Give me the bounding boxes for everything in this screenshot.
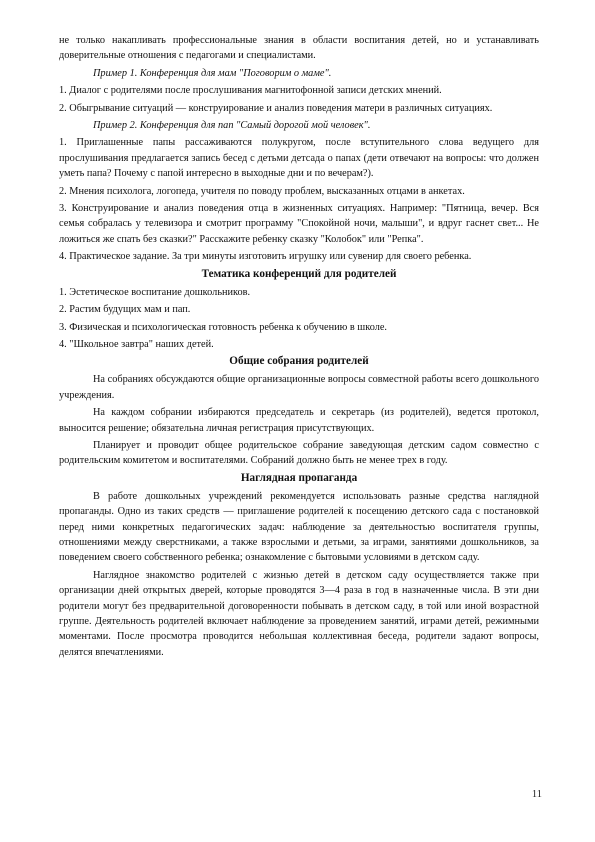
meetings-heading: Общие собрания родителей (229, 355, 369, 368)
example-2-item-1: 1. Приглашенные папы рассаживаются полукругом, после вступительного слова ведущего для прослушивания предлагается запись бесед с детьми детсада о папах (дети отвечают на вопросы: что должен уметь папа? Почему с папой интересно в выходные дни и по вечерам?). (59, 137, 539, 180)
page-number: 11 (531, 789, 542, 800)
topic-item-3: 3. Физическая и психологическая готовность ребенка к обучению в школе. (59, 321, 387, 333)
example-2-item-4: 4. Практическое задание. За три минуты изготовить игрушку или сувенир для своего ребенка. (59, 251, 472, 263)
example-1-item-2: 2. Обыгрывание ситуаций — конструирование и анализ поведения матери в различных ситуациях. (59, 102, 493, 114)
example-2-item-3: 3. Конструирование и анализ поведения отца в жизненных ситуациях. Например: "Пятница, вечер. Вся семья собралась у телевизора и смотрит программу "Спокойной ночи, малыши", и вдруг гаснет свет... Не ложиться же спать без сказки?" Расскажите ребенку сказку "Колобок" или "Репка". (59, 203, 539, 245)
propaganda-paragraph-2: Наглядное знакомство родителей с жизнью детей в детском саду осуществляется также при организации дней открытых дверей, которые проводятся 3—4 раза в год в назначенные числа. В эти дни родители могут без предварительной договоренности побывать в детском саду, в той или иной возрастной группе. Деятельность родителей включает наблюдение за проведением занятий, играми детей, режимными моментами. После просмотра проводится небольшая коллективная беседа, родители задают вопросы, делятся впечатлениями. (59, 569, 539, 658)
example-2-title: Пример 2. Конференция для пап "Самый дорогой мой человек". (93, 120, 371, 132)
example-1-title: Пример 1. Конференция для мам "Поговорим о маме". (93, 67, 332, 79)
intro-paragraph: не только накапливать профессиональные знания в области воспитания детей, но и устанавливать доверительные отношения с педагогами и специалистами. (59, 35, 539, 62)
topic-item-1: 1. Эстетическое воспитание дошкольников. (59, 286, 251, 298)
document-page (59, 33, 539, 662)
topics-heading: Тематика конференций для родителей (201, 267, 397, 280)
meetings-paragraph-2: На каждом собрании избираются председатель и секретарь (из родителей), ведется протокол, выносится решение; обязательна личная регистрация присутствующих. (59, 407, 539, 434)
example-2-item-2: 2. Мнения психолога, логопеда, учителя по поводу проблем, высказанных отцами в анкетах. (59, 185, 465, 197)
topic-item-4: 4. "Школьное завтра" наших детей. (59, 338, 214, 350)
meetings-paragraph-3: Планирует и проводит общее родительское собрание заведующая детским садом совместно с родительским комитетом и воспитателями. Собраний должно быть не менее трех в году. (59, 439, 539, 467)
example-1-item-1: 1. Диалог с родителями после прослушивания магнитофонной записи детских мнений. (59, 85, 442, 97)
propaganda-paragraph-1: В работе дошкольных учреждений рекомендуется использовать разные средства наглядной пропаганды. Одно из таких средств — приглашение родителей к посещению детского сада с постановкой перед ними конкретных педагогических задач: наблюдение за деятельностью воспитателя группы, отношениями между сверстниками, а также взрослыми и детьми, за играми, занятиями дошкольников, за поведением своего собственного ребенка; ознакомление с бытовыми условиями в детском саду. (59, 490, 539, 564)
meetings-paragraph-1: На собраниях обсуждаются общие организационные вопросы совместной работы всего дошкольного учреждения. (59, 374, 539, 401)
propaganda-heading: Наглядная пропаганда (240, 471, 358, 484)
topic-item-2: 2. Растим будущих мам и пап. (59, 304, 191, 316)
